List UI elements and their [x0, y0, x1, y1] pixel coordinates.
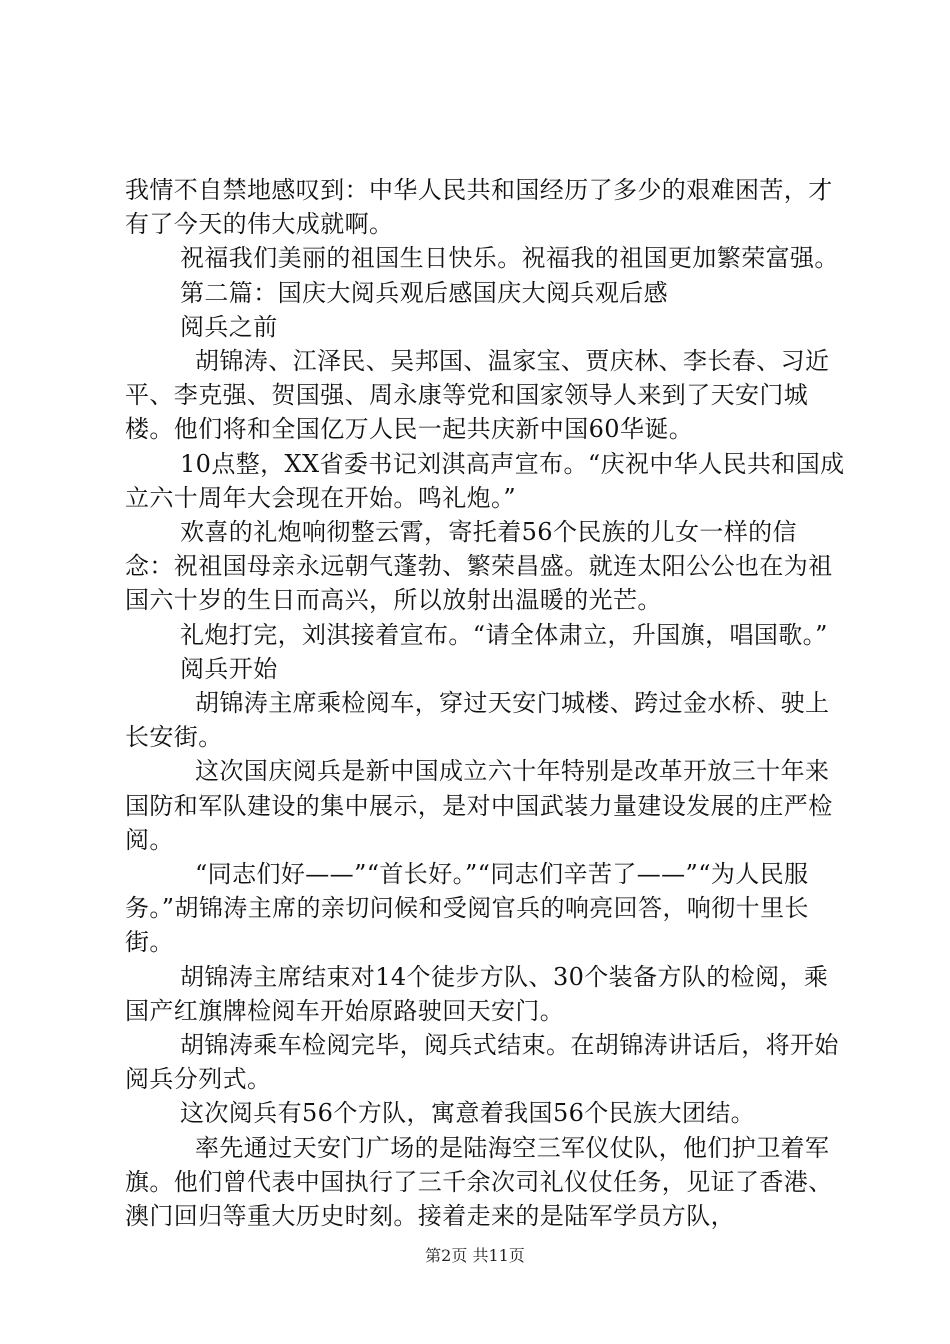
paragraph: 我情不自禁地感叹到：中华人民共和国经历了多少的艰难困苦，才有了今天的伟大成就啊。 [125, 176, 833, 239]
paragraph: 胡锦涛主席结束对14个徒步方队、30个装备方队的检阅，乘国产红旗牌检阅车开始原路驶回天安门。 [125, 962, 829, 1025]
subheading: 阅兵之前 [180, 312, 278, 341]
paragraph: 这次阅兵有56个方队，寓意着我国56个民族大团结。 [180, 1099, 756, 1128]
paragraph: 胡锦涛、江泽民、吴邦国、温家宝、贾庆林、李长春、习近平、李克强、贺国强、周永康等党和国家领导人来到了天安门城楼。他们将和全国亿万人民一起共庆新中国60华诞。 [125, 347, 830, 444]
paragraph: 10点整，XX省委书记刘淇高声宣布。“庆祝中华人民共和国成立六十周年大会现在开始。鸣礼炮。” [125, 449, 845, 512]
paragraph: 胡锦涛主席乘检阅车，穿过天安门城楼、跨过金水桥、驶上长安街。 [125, 689, 830, 752]
paragraph: 率先通过天安门广场的是陆海空三军仪仗队，他们护卫着军旗。他们曾代表中国执行了三千余次司礼仪仗任务，见证了香港、澳门回归等重大历史时刻。接着走来的是陆军学员方队， [125, 1133, 833, 1231]
page-number-footer: 第2页 共11页 [425, 1246, 525, 1265]
paragraph: 欢喜的礼炮响彻整云霄，寄托着56个民族的儿女一样的信念：祝祖国母亲永远朝气蓬勃、繁荣昌盛。就连太阳公公也在为祖国六十岁的生日而高兴，所以放射出温暖的光芒。 [125, 518, 833, 615]
document-body [125, 173, 845, 1233]
paragraph: 这次国庆阅兵是新中国成立六十年特别是改革开放三十年来国防和军队建设的集中展示，是对中国武装力量建设发展的庄严检阅。 [125, 757, 833, 854]
paragraph: “同志们好——”“首长好。”“同志们辛苦了——”“为人民服务。”胡锦涛主席的亲切问候和受阅官兵的响亮回答，响彻十里长街。 [125, 860, 809, 957]
paragraph: 胡锦涛乘车检阅完毕，阅兵式结束。在胡锦涛讲话后，将开始阅兵分列式。 [125, 1031, 839, 1094]
subheading: 阅兵开始 [180, 654, 278, 683]
paragraph: 礼炮打完，刘淇接着宣布。“请全体肃立，升国旗，唱国歌。” [180, 620, 828, 649]
section-heading: 第二篇：国庆大阅兵观后感国庆大阅兵观后感 [180, 278, 668, 307]
paragraph: 祝福我们美丽的祖国生日快乐。祝福我的祖国更加繁荣富强。 [180, 244, 839, 273]
